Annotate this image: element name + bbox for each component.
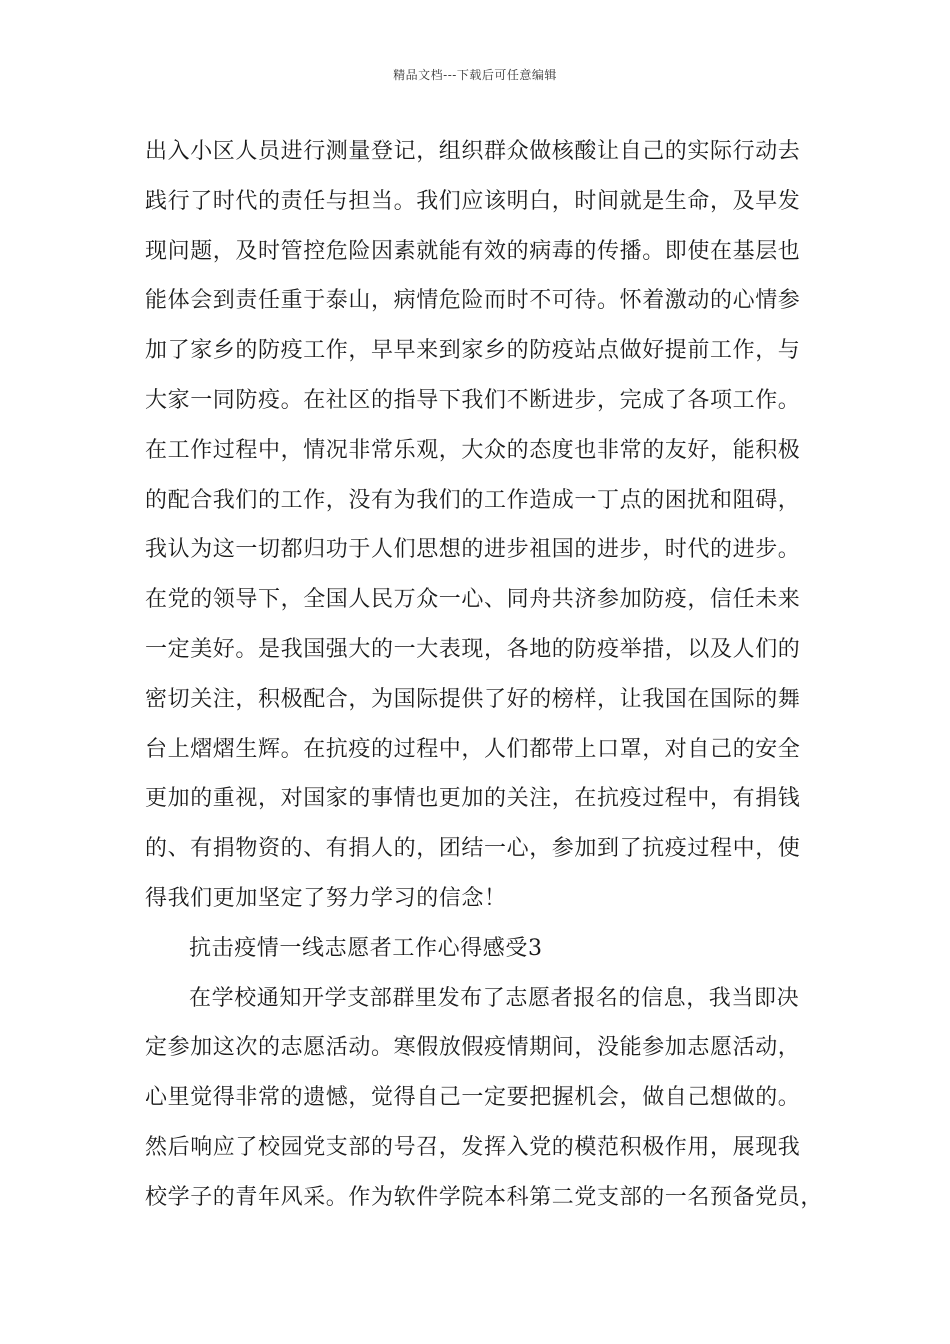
- text-line: 更加的重视，对国家的事情也更加的关注，在抗疫过程中，有捐钱: [145, 786, 801, 812]
- text-line: 能体会到责任重于泰山，病情危险而时不可待。怀着激动的心情参: [145, 288, 801, 314]
- text-line: 在工作过程中，情况非常乐观，大众的态度也非常的友好，能积极: [145, 437, 801, 463]
- text-line: 一定美好。是我国强大的一大表现，各地的防疫举措，以及人们的: [145, 636, 801, 662]
- text-line: 加了家乡的防疫工作，早早来到家乡的防疫站点做好提前工作，与: [145, 338, 801, 364]
- text-line: 的、有捐物资的、有捐人的，团结一心，参加到了抗疫过程中，使: [145, 836, 801, 862]
- text-line: 密切关注，积极配合，为国际提供了好的榜样，让我国在国际的舞: [145, 686, 801, 712]
- document-body: [145, 132, 835, 1228]
- text-line: 心里觉得非常的遗憾，觉得自己一定要把握机会，做自己想做的。: [145, 1085, 801, 1111]
- text-line: 出入小区人员进行测量登记，组织群众做核酸让自己的实际行动去: [145, 139, 801, 164]
- text-line: 得我们更加坚定了努力学习的信念！: [145, 885, 507, 911]
- text-line: 校学子的青年风采。作为软件学院本科第二党支部的一名预备党员，: [145, 1184, 824, 1210]
- text-line: 现问题，及时管控危险因素就能有效的病毒的传播。即使在基层也: [145, 238, 801, 264]
- text-line: 我认为这一切都归功于人们思想的进步祖国的进步，时代的进步。: [145, 537, 801, 563]
- text-line: 践行了时代的责任与担当。我们应该明白，时间就是生命，及早发: [145, 188, 801, 214]
- page-header: 精品文档---下载后可任意编辑: [393, 68, 557, 82]
- text-line: 台上熠熠生辉。在抗疫的过程中，人们都带上口罩，对自己的安全: [145, 736, 801, 762]
- text-line: 的配合我们的工作，没有为我们的工作造成一丁点的困扰和阻碍，: [145, 487, 801, 513]
- text-line: 定参加这次的志愿活动。寒假放假疫情期间，没能参加志愿活动，: [145, 1035, 801, 1061]
- text-line: 大家一同防疫。在社区的指导下我们不断进步，完成了各项工作。: [145, 387, 801, 413]
- text-line: 在党的领导下，全国人民万众一心、同舟共济参加防疫，信任未来: [145, 587, 801, 613]
- text-line: 然后响应了校园党支部的号召，发挥入党的模范积极作用，展现我: [145, 1134, 801, 1160]
- section-title: 抗击疫情一线志愿者工作心得感受3: [189, 935, 543, 961]
- text-line: 在学校通知开学支部群里发布了志愿者报名的信息，我当即决: [189, 985, 800, 1011]
